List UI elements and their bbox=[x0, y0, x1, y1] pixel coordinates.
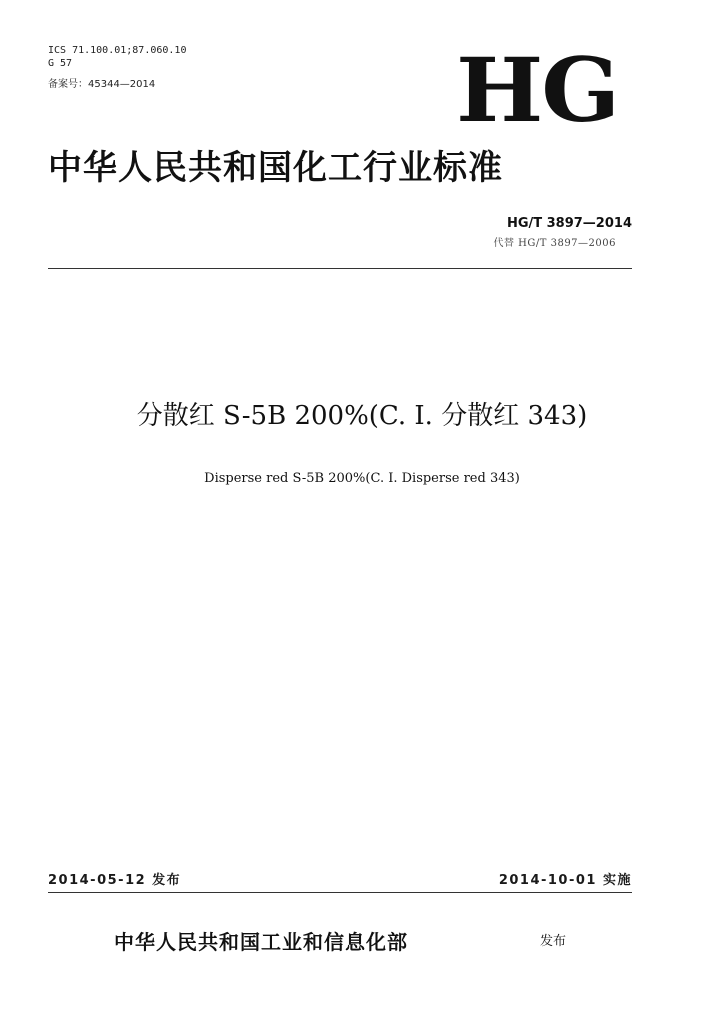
ics-code: ICS 71.100.01;87.060.10 bbox=[48, 45, 187, 56]
standard-number: HG/T 3897—2014 bbox=[506, 216, 632, 231]
filing-number: 备案号：45344—2014 bbox=[48, 79, 156, 90]
document-title-english: Disperse red S-5B 200%(C. I. Disperse red 343) bbox=[204, 471, 520, 486]
implementation-date: 2014-10-01 实施 bbox=[498, 873, 632, 888]
issue-date: 2014-05-12 发布 bbox=[48, 873, 182, 888]
standard-type-title: 中华人民共和国化工行业标准 bbox=[48, 148, 503, 188]
bottom-divider bbox=[48, 892, 632, 893]
ccs-code: G 57 bbox=[48, 58, 73, 69]
publish-label: 发布 bbox=[540, 934, 567, 949]
issuing-authority: 中华人民共和国工业和信息化部 bbox=[114, 930, 408, 954]
replaces-standard: 代替 HG/T 3897—2006 bbox=[493, 238, 616, 249]
document-title-chinese: 分散红 S-5B 200%(C. I. 分散红 343) bbox=[136, 401, 588, 431]
hg-logo: HG bbox=[456, 38, 619, 142]
top-divider bbox=[48, 268, 632, 269]
